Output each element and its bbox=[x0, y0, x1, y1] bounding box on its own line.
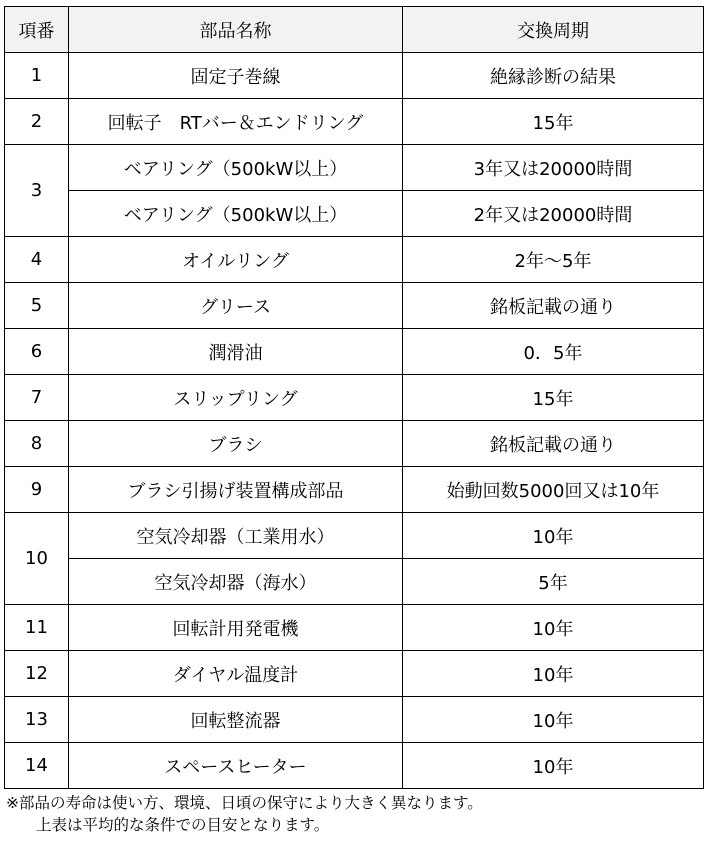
header-part-name: 部品名称 bbox=[69, 7, 403, 53]
row-no: 10 bbox=[5, 513, 69, 605]
row-no: 12 bbox=[5, 651, 69, 697]
row-cycle: 始動回数5000回又は10年 bbox=[403, 467, 704, 513]
table-row bbox=[5, 237, 704, 283]
row-cycle: 10年 bbox=[403, 513, 704, 559]
row-cycle: 15年 bbox=[403, 375, 704, 421]
row-part: スリップリング bbox=[69, 375, 403, 421]
row-no: 9 bbox=[5, 467, 69, 513]
row-part: オイルリング bbox=[69, 237, 403, 283]
row-no: 8 bbox=[5, 421, 69, 467]
row-no: 3 bbox=[5, 145, 69, 237]
row-part: 空気冷却器（工業用水） bbox=[69, 513, 403, 559]
row-part: 固定子巻線 bbox=[69, 53, 403, 99]
row-part: ブラシ引揚げ装置構成部品 bbox=[69, 467, 403, 513]
replacement-cycle-table bbox=[4, 6, 704, 789]
row-cycle: 10年 bbox=[403, 743, 704, 789]
footnote-line-1: ※部品の寿命は使い方、環境、日頃の保守により大きく異なります。 bbox=[6, 794, 483, 812]
table-row bbox=[5, 467, 704, 513]
row-no: 11 bbox=[5, 605, 69, 651]
row-cycle: 銘板記載の通り bbox=[403, 421, 704, 467]
row-cycle: 絶縁診断の結果 bbox=[403, 53, 704, 99]
footnote bbox=[6, 792, 483, 836]
row-no: 2 bbox=[5, 99, 69, 145]
table-header-row bbox=[5, 7, 704, 53]
table-row bbox=[5, 329, 704, 375]
row-cycle: 3年又は20000時間 bbox=[403, 145, 704, 191]
table-row bbox=[5, 191, 704, 237]
table-row bbox=[5, 743, 704, 789]
row-part: 潤滑油 bbox=[69, 329, 403, 375]
row-cycle: 2年又は20000時間 bbox=[403, 191, 704, 237]
row-part: スペースヒーター bbox=[69, 743, 403, 789]
row-cycle: 0．5年 bbox=[403, 329, 704, 375]
row-no: 1 bbox=[5, 53, 69, 99]
row-no: 6 bbox=[5, 329, 69, 375]
table-row bbox=[5, 99, 704, 145]
row-part: 回転子 RTバー＆エンドリング bbox=[69, 99, 403, 145]
row-no: 4 bbox=[5, 237, 69, 283]
row-cycle: 15年 bbox=[403, 99, 704, 145]
footnote-line-2: 上表は平均的な条件での目安となります。 bbox=[36, 816, 330, 834]
row-part: グリース bbox=[69, 283, 403, 329]
row-part: ダイヤル温度計 bbox=[69, 651, 403, 697]
header-no: 項番 bbox=[5, 7, 69, 53]
table-row bbox=[5, 651, 704, 697]
row-no: 7 bbox=[5, 375, 69, 421]
row-cycle: 10年 bbox=[403, 697, 704, 743]
row-cycle: 2年～5年 bbox=[403, 237, 704, 283]
row-part: ベアリング（500kW以上） bbox=[69, 145, 403, 191]
row-no: 5 bbox=[5, 283, 69, 329]
row-cycle: 10年 bbox=[403, 605, 704, 651]
row-cycle: 10年 bbox=[403, 651, 704, 697]
table-row bbox=[5, 697, 704, 743]
table-row bbox=[5, 421, 704, 467]
row-cycle: 銘板記載の通り bbox=[403, 283, 704, 329]
table-row bbox=[5, 145, 704, 191]
row-part: ブラシ bbox=[69, 421, 403, 467]
row-no: 13 bbox=[5, 697, 69, 743]
row-part: 空気冷却器（海水） bbox=[69, 559, 403, 605]
table-row bbox=[5, 513, 704, 559]
table-row bbox=[5, 53, 704, 99]
table-row bbox=[5, 283, 704, 329]
row-part: 回転計用発電機 bbox=[69, 605, 403, 651]
row-no: 14 bbox=[5, 743, 69, 789]
row-cycle: 5年 bbox=[403, 559, 704, 605]
row-part: 回転整流器 bbox=[69, 697, 403, 743]
table-row bbox=[5, 605, 704, 651]
row-part: ベアリング（500kW以上） bbox=[69, 191, 403, 237]
table-row bbox=[5, 375, 704, 421]
header-replacement-cycle: 交換周期 bbox=[403, 7, 704, 53]
table-row bbox=[5, 559, 704, 605]
